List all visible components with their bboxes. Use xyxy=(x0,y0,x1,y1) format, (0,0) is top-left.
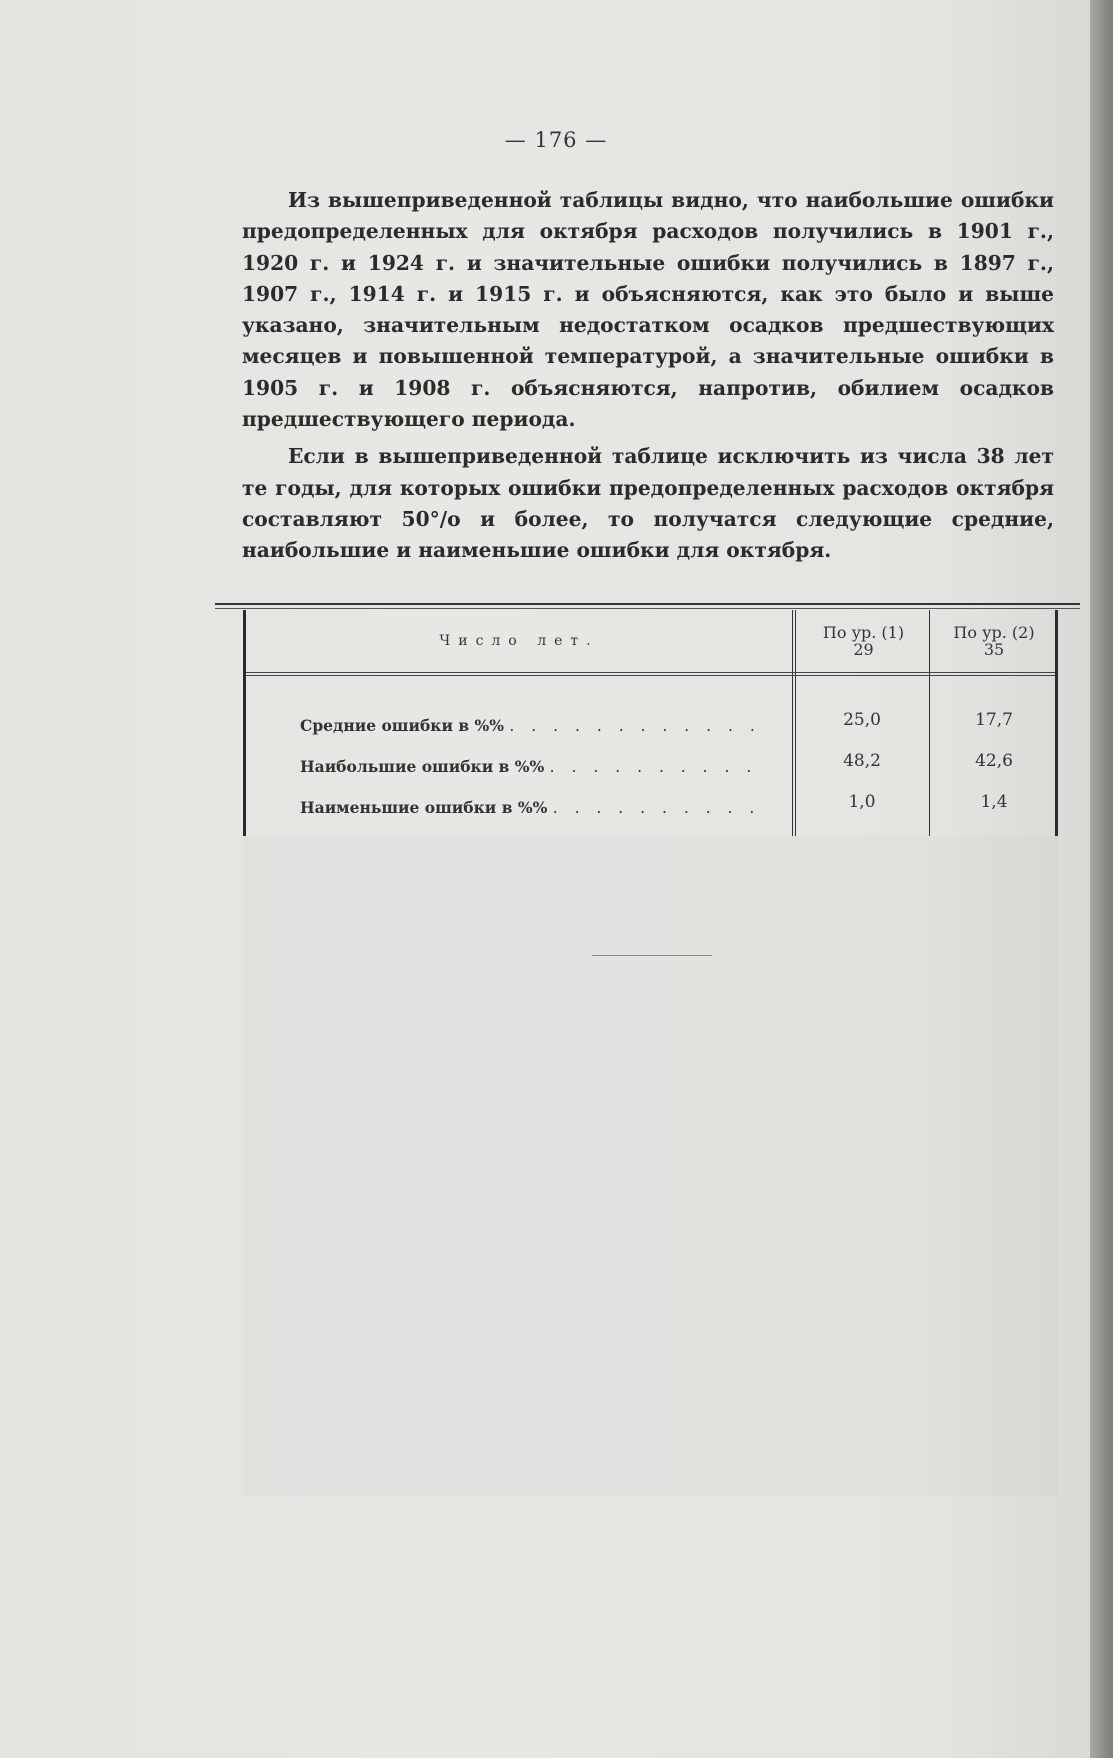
page-number: — 176 — xyxy=(504,128,608,152)
errors-table xyxy=(243,610,1058,836)
page-edge-shadow xyxy=(1090,0,1113,1758)
table-row-label xyxy=(300,798,785,817)
table-cell-col1: 1,0 xyxy=(848,792,876,812)
header-col2-cell xyxy=(930,610,1058,672)
row-label-text: Наибольшие ошибки в %% xyxy=(300,757,545,776)
table-cell-col2: 42,6 xyxy=(975,751,1013,771)
header-label: Число лет. xyxy=(439,632,599,649)
row-leader-dots: . . . . . . . . . . . . xyxy=(509,717,761,735)
table-top-rule-thin xyxy=(215,608,1080,609)
header-col1-title: По ур. (1) xyxy=(822,623,905,642)
paragraph-2: Если в вышеприведенной таблице исключить из числа 38 лет те годы, для которых ошибки предопределенных расходов октября составляют 50°/o и более, то получатся следующие средние, наибольшие и наименьшие ошибки для октября. xyxy=(242,444,1054,563)
row-label-text: Средние ошибки в %% xyxy=(300,716,505,735)
header-col1-count: 29 xyxy=(853,640,874,659)
header-label-cell xyxy=(246,610,792,672)
header-col2-title: По ур. (2) xyxy=(953,623,1035,642)
row-leader-dots: . . . . . . . . . . xyxy=(549,758,758,776)
header-col1-cell xyxy=(798,610,929,672)
table-top-rule xyxy=(215,603,1080,605)
table-cell-col1: 48,2 xyxy=(843,751,881,771)
row-label-text: Наименьшие ошибки в %% xyxy=(300,798,548,817)
row-leader-dots: . . . . . . . . . . xyxy=(552,799,761,817)
table-cell-col2: 17,7 xyxy=(975,710,1013,730)
paragraph-1: Из вышеприведенной таблицы видно, что наибольшие ошибки предопределенных для октября расходов получились в 1901 г., 1920 г. и 1924 г. и значительные ошибки получились в 1897 г., 1907 г., 1914 г. и 1915 г. и объясняются, как это было и выше указано, значительным недостатком осадков предшествующих месяцев и повышенной температурой, а значительные ошибки в 1905 г. и 1908 г. объясняются, напротив, обилием осадков предшествующего периода. xyxy=(242,188,1054,432)
table-row-label xyxy=(300,716,785,735)
table-row-label xyxy=(300,757,785,776)
table-cell-col2: 1,4 xyxy=(980,792,1008,812)
header-rule xyxy=(246,672,1055,676)
show-through-area xyxy=(243,836,1058,1496)
table-cell-col1: 25,0 xyxy=(843,710,881,730)
body-text xyxy=(242,185,1054,567)
header-col2-count: 35 xyxy=(983,640,1005,659)
column-divider-double xyxy=(792,610,796,836)
section-end-rule xyxy=(592,955,712,956)
